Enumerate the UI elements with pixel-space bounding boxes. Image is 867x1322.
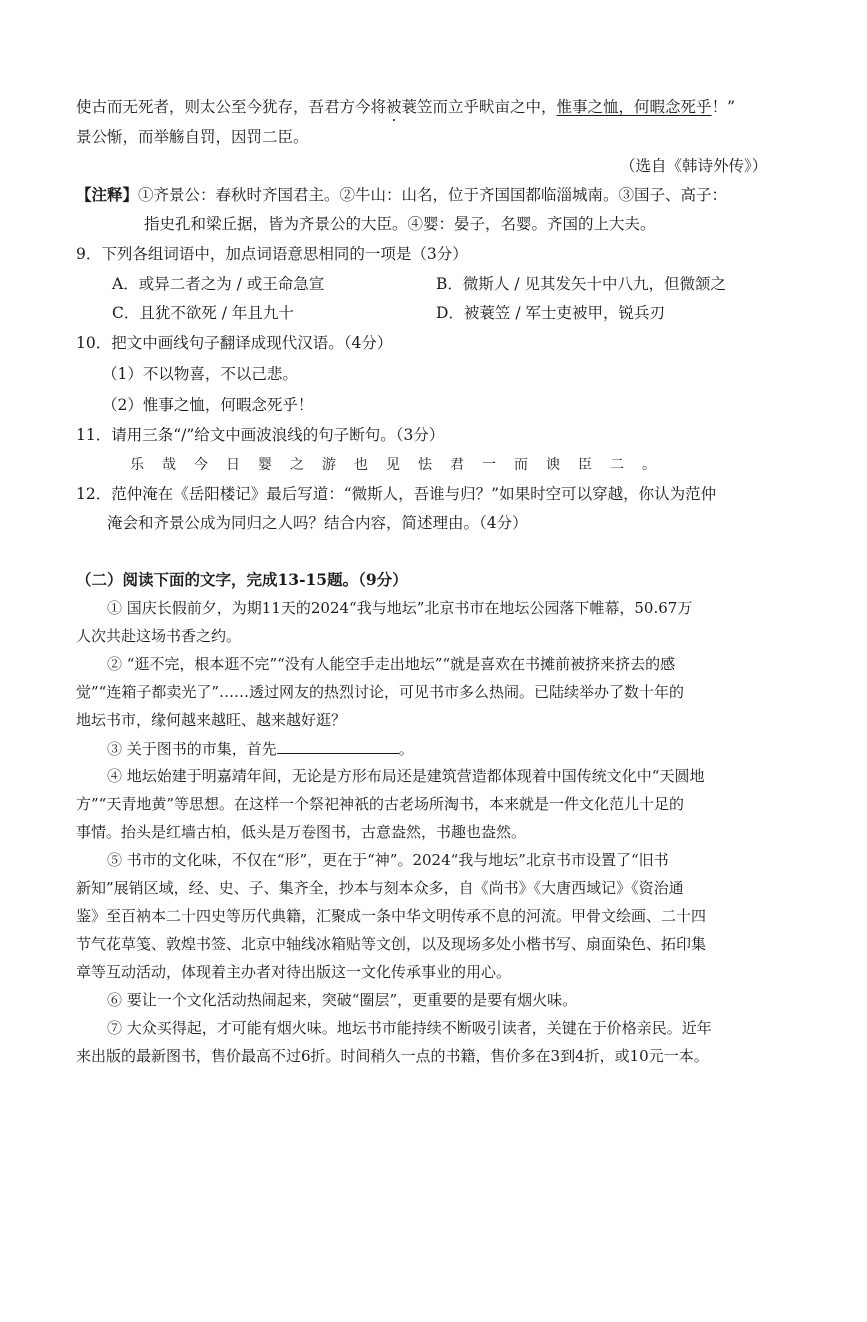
- para-3: [107, 737, 414, 760]
- q9-stem: 9．下列各组词语中，加点词语意思相同的一项是（3分）: [76, 245, 468, 263]
- q10-sentence-1: （1）不以物喜，不以己悲。: [102, 365, 298, 383]
- section-heading: （二）阅读下面的文字，完成13-15题。（9分）: [76, 570, 408, 589]
- q12-line-2: 淹会和齐景公成为同归之人吗？结合内容，简述理由。（4分）: [107, 514, 528, 532]
- para-7-line-1: ⑦ 大众买得起，才可能有烟火味。地坛书市能持续不断吸引读者，关键在于价格亲民。近年: [107, 1019, 712, 1037]
- passage-line-2: 景公惭，而举觞自罚，因罚二臣。: [76, 128, 309, 146]
- underlined-sentence: 惟事之恤，何暇念死乎: [556, 98, 712, 116]
- q10-stem: 10．把文中画线句子翻译成现代汉语。（4分）: [76, 334, 393, 352]
- fill-in-blank[interactable]: [277, 737, 399, 754]
- para-2-line-1: ② “逛不完，根本逛不完”“没有人能空手走出地坛”“就是喜欢在书摊前被挤来挤去的感: [107, 655, 676, 673]
- source-citation: （选自《韩诗外传》）: [620, 157, 768, 175]
- q10-sentence-2: （2）惟事之恤，何暇念死乎！: [102, 396, 314, 414]
- para-5-line-1: ⑤ 书市的文化味，不仅在“形”，更在于“神”。2024“我与地坛”北京书市设置了“旧书: [107, 851, 669, 869]
- para-3-end: 。: [398, 740, 414, 758]
- para-6: ⑥ 要让一个文化活动热闹起来，突破“圈层”，更重要的是要有烟火味。: [107, 991, 578, 1009]
- q9-option-b: B．微斯人 / 见其发矢十中八九，但微颔之: [436, 275, 726, 293]
- passage-text: 蓑笠而立乎畎亩之中，: [401, 98, 557, 116]
- q9-option-c: C．且犹不欲死 / 年且九十: [112, 304, 294, 322]
- para-5-line-4: 节气花草笺、敦煌书签、北京中轴线冰箱贴等文创，以及现场多处小楷书写、扇面染色、拓印集: [76, 935, 707, 953]
- para-5-line-2: 新知”展销区域，经、史、子、集齐全，抄本与刻本众多，自《尚书》《大唐西域记》《资治通: [76, 879, 684, 897]
- para-2-line-3: 地坛书市，缘何越来越旺、越来越好逛？: [76, 711, 347, 729]
- para-4-line-3: 事情。抬头是红墙古柏，低头是万卷图书，古意盎然，书趣也盎然。: [76, 823, 527, 841]
- q11-stem: 11．请用三条“/”给文中画波浪线的句子断句。（3分）: [76, 426, 445, 444]
- note-line-2: 指史孔和梁丘据，皆为齐景公的大臣。④婴：晏子，名婴。齐国的上大夫。: [144, 215, 656, 233]
- passage-text: ！”: [711, 98, 735, 116]
- para-5-line-5: 章等互动活动，体现着主办者对待出版这一文化传承事业的用心。: [76, 963, 512, 981]
- q9-option-a: A．或异二者之为 / 或王命急宣: [112, 275, 325, 293]
- para-3-text: ③ 关于图书的市集，首先: [107, 740, 277, 758]
- note-line-1: [76, 184, 727, 206]
- q12-line-1: 12．范仲淹在《岳阳楼记》最后写道：“微斯人，吾谁与归？”如果时空可以穿越，你认为范仲: [76, 485, 717, 503]
- para-7-line-2: 来出版的最新图书，售价最高不过6折。时间稍久一点的书籍，售价多在3到4折，或10元一本。: [76, 1047, 709, 1065]
- dotted-word: 被: [386, 98, 402, 116]
- para-5-line-3: 鉴》至百衲本二十四史等历代典籍，汇聚成一条中华文明传承不息的河流。甲骨文绘画、二十四: [76, 907, 707, 925]
- passage-line-1: [76, 96, 735, 118]
- para-1-line-2: 人次共赴这场书香之约。: [76, 627, 242, 645]
- note-text: ①齐景公：春秋时齐国君主。②牛山：山名，位于齐国国都临淄城南。③国子、高子：: [138, 186, 728, 204]
- q11-sentence: 乐哉今日婴之游也见怯君一而谀臣二。: [130, 457, 674, 473]
- q9-option-d: D．被蓑笠 / 军士吏被甲，锐兵刃: [436, 304, 666, 322]
- passage-text: 使古而无死者，则太公至今犹存，吾君方今将: [76, 98, 387, 116]
- para-2-line-2: 觉”“连箱子都卖光了”……透过网友的热烈讨论，可见书市多么热闹。已陆续举办了数十年的: [76, 683, 685, 701]
- para-4-line-2: 方”“天青地黄”等思想。在这样一个祭祀神祇的古老场所淘书，本来就是一件文化范儿十足的: [76, 795, 685, 813]
- note-label: 【注释】: [76, 185, 139, 204]
- para-1-line-1: ① 国庆长假前夕，为期11天的2024“我与地坛”北京书市在地坛公园落下帷幕，50.67万: [107, 599, 693, 617]
- para-4-line-1: ④ 地坛始建于明嘉靖年间，无论是方形布局还是建筑营造都体现着中国传统文化中“天圆地: [107, 767, 705, 785]
